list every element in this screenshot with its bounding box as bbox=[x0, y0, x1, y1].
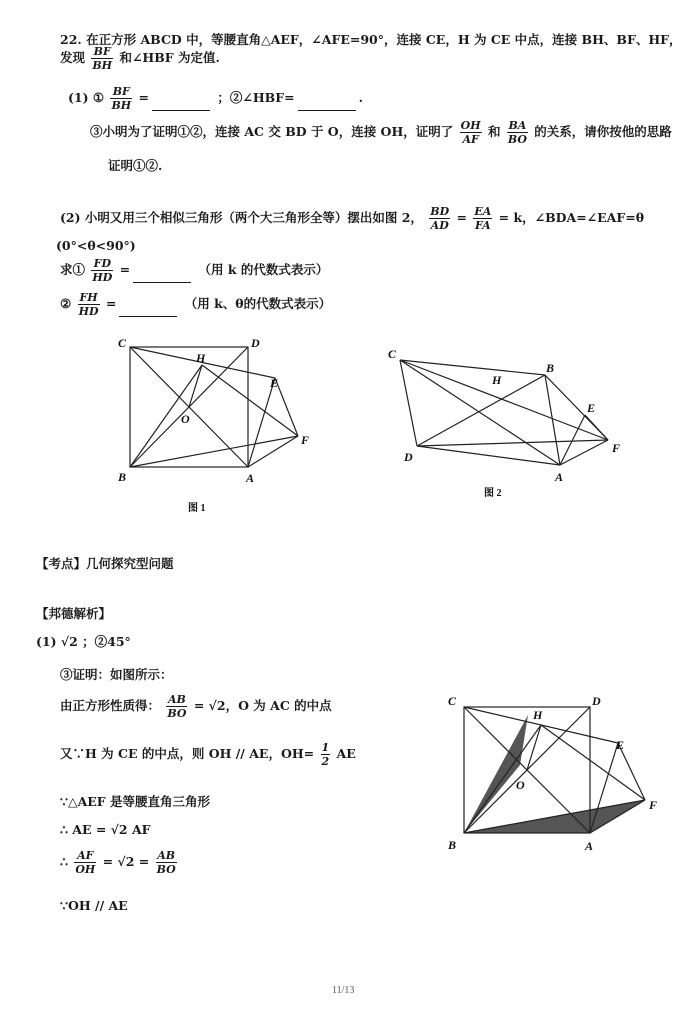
figure-1 bbox=[110, 330, 330, 520]
fig2-label-b: B bbox=[546, 361, 555, 375]
fig3-label-e: E bbox=[616, 738, 625, 752]
fig2-label-h: H bbox=[492, 373, 502, 387]
fraction-fd-hd: $\frac{FD}{HD}$ bbox=[92, 257, 113, 284]
fraction-fh-hd: $\frac{FH}{HD}$ bbox=[78, 291, 99, 318]
answer-blank-2 bbox=[298, 98, 356, 111]
figure-3 bbox=[440, 685, 675, 860]
proof-line-2: 又∵H 为 CE 的中点，则 OH // AE，OH= $\frac{1}{2}$ AE bbox=[60, 741, 356, 768]
fig2-label-f: F bbox=[612, 441, 621, 455]
shaded-triangle-1 bbox=[464, 715, 528, 833]
fig1-label-f: F bbox=[301, 433, 310, 447]
answer-blank-1 bbox=[152, 98, 210, 111]
fig2-label-d: D bbox=[404, 450, 413, 464]
fig3-label-d: D bbox=[592, 694, 601, 708]
answer-blank-3 bbox=[133, 270, 191, 283]
fig3-label-o: O bbox=[516, 778, 525, 792]
fig2-caption: 图 2 bbox=[484, 488, 502, 499]
part2-q2: ② $\frac{FH}{HD}$ = （用 k、θ的代数式表示） bbox=[60, 291, 332, 318]
kaodian-label: 【考点】几何探究型问题 bbox=[36, 556, 174, 571]
question-discover-line bbox=[60, 46, 220, 71]
fig2-label-a: A bbox=[555, 470, 564, 484]
proof-head: ③证明：如图所示： bbox=[60, 667, 173, 682]
fraction-ba-bo: $\frac{BA}{BO}$ bbox=[507, 119, 527, 146]
answer-part1: (1) √2 ；②45° bbox=[36, 634, 131, 649]
proof-line-5: ∴ $\frac{AF}{OH}$ = √2 = $\frac{AB}{BO}$ bbox=[60, 849, 176, 876]
page-number: 11/13 bbox=[332, 985, 355, 996]
part1-q3-line2: 证明①②. bbox=[108, 158, 163, 173]
fig1-label-d: D bbox=[251, 336, 260, 350]
fraction-ea-fa: $\frac{EA}{FA}$ bbox=[474, 205, 492, 232]
proof-line-6: ∵OH // AE bbox=[60, 898, 128, 913]
part2-q1: 求① $\frac{FD}{HD}$ = （用 k 的代数式表示） bbox=[60, 257, 329, 284]
part1-q12: (1) ① $\frac{BF}{BH}$ = ；②∠HBF= . bbox=[68, 85, 363, 112]
fraction-oh-af: $\frac{OH}{AF}$ bbox=[460, 119, 481, 146]
discover-pre: 发现 bbox=[60, 50, 86, 65]
question-intro: 22. 在正方形 ABCD 中，等腰直角△AEF，∠AFE=90°，连接 CE，H 为 CE 中点，连接 BH、BF、HF， bbox=[60, 32, 682, 47]
figure-2 bbox=[380, 340, 630, 510]
fig3-label-a: A bbox=[585, 839, 594, 853]
fraction-ab-bo-2: $\frac{AB}{BO}$ bbox=[156, 849, 176, 876]
fig1-label-a: A bbox=[246, 471, 255, 485]
fig3-label-c: C bbox=[448, 694, 457, 708]
part2-condition: (0°<θ<90°) bbox=[56, 238, 136, 253]
fig3-label-h: H bbox=[533, 708, 543, 722]
fraction-ab-bo: $\frac{AB}{BO}$ bbox=[167, 693, 187, 720]
answer-blank-4 bbox=[119, 304, 177, 317]
proof-line-4: ∴ AE = √2 AF bbox=[60, 822, 151, 837]
fig2-label-c: C bbox=[388, 347, 397, 361]
fraction-bf-bh: $\frac{BF}{BH}$ bbox=[92, 45, 113, 72]
fig3-label-f: F bbox=[649, 798, 658, 812]
discover-post: 和∠HBF 为定值. bbox=[119, 50, 220, 65]
fig1-caption: 图 1 bbox=[188, 503, 206, 514]
fraction-bd-ad: $\frac{BD}{AD}$ bbox=[430, 205, 450, 232]
fig1-label-o: O bbox=[181, 412, 190, 426]
part1-q3: ③小明为了证明①②，连接 AC 交 BD 于 O，连接 OH，证明了 $\frac{OH}{AF}$ 和 $\frac{BA}{BO}$ 的关系，请你按他的思路 bbox=[90, 119, 672, 146]
fig1-label-e: E bbox=[270, 376, 279, 390]
fig1-label-b: B bbox=[118, 470, 127, 484]
jiexi-label: 【邦德解析】 bbox=[36, 606, 112, 621]
fraction-bf-bh-2: $\frac{BF}{BH}$ bbox=[111, 85, 132, 112]
fig2-label-e: E bbox=[587, 401, 596, 415]
fig1-label-c: C bbox=[118, 336, 127, 350]
fig1-label-h: H bbox=[196, 351, 206, 365]
proof-line-3: ∵△AEF 是等腰直角三角形 bbox=[60, 794, 211, 809]
part2-line: (2) 小明又用三个相似三角形（两个大三角形全等）摆出如图 2， $\frac{BD}{AD}$ = $\frac{EA}{FA}$ = k，∠BDA=∠EAF=θ bbox=[60, 205, 645, 232]
fraction-half: $\frac{1}{2}$ bbox=[321, 741, 330, 768]
proof-line-1: 由正方形性质得： $\frac{AB}{BO}$ = √2，O 为 AC 的中点 bbox=[60, 693, 332, 720]
fraction-af-oh: $\frac{AF}{OH}$ bbox=[75, 849, 96, 876]
fig3-label-b: B bbox=[448, 838, 457, 852]
